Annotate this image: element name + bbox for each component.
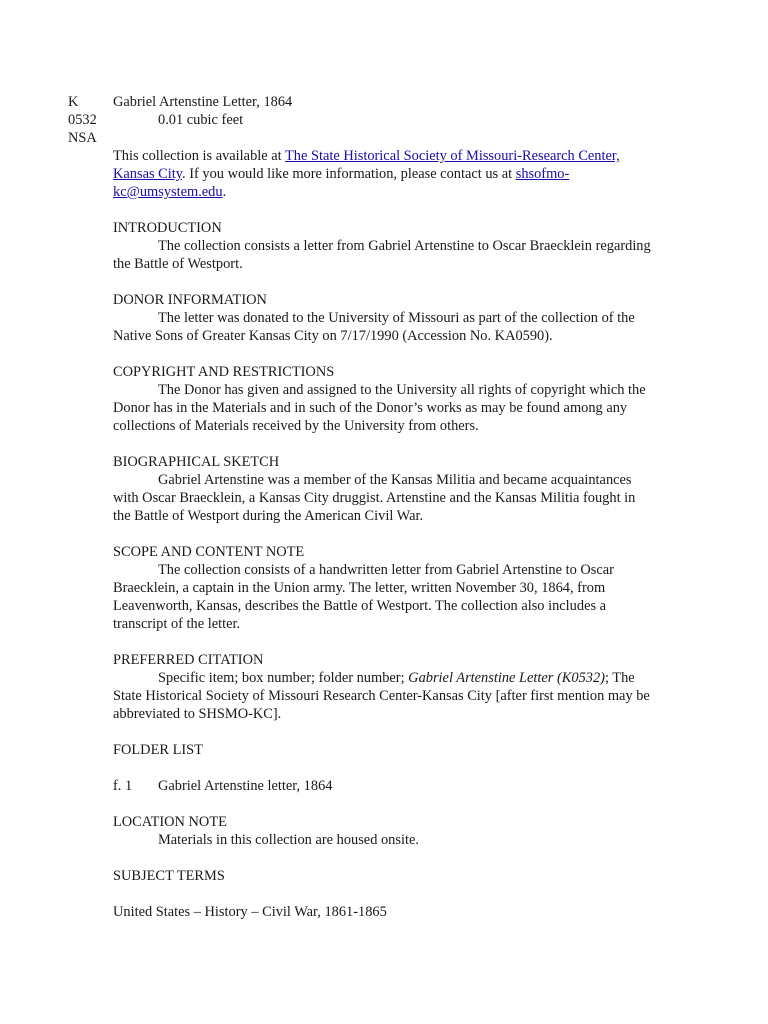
- folder-number: f. 1: [113, 778, 133, 794]
- contact-email-link[interactable]: shsofmo-kc@umsystem.edu: [113, 166, 570, 200]
- section-heading: LOCATION NOTE: [113, 814, 227, 830]
- section-heading: PREFERRED CITATION: [113, 652, 264, 668]
- call-number: [68, 93, 108, 147]
- section-heading: SCOPE AND CONTENT NOTE: [113, 544, 305, 560]
- availability-text: This collection is available at: [113, 148, 285, 164]
- call-number-line: 0532: [68, 112, 97, 128]
- section-heading: FOLDER LIST: [113, 742, 203, 758]
- citation-tail: ; The State Historical Society of Missouri Research Center-Kansas City [after first mention may be abbreviated to SHSMO-KC].: [113, 670, 650, 722]
- folder-row: [113, 777, 653, 795]
- call-number-line: NSA: [68, 130, 97, 146]
- section-body: The collection consists of a handwritten letter from Gabriel Artenstine to Oscar Braecklein, a captain in the Union army. The letter, written November 30, 1864, from Leavenworth, Kansas, describes the Battle of Westport. The collection also includes a transcript of the letter.: [113, 562, 614, 632]
- availability-paragraph: [113, 147, 653, 201]
- section-body: The letter was donated to the University of Missouri as part of the collection of the Native Sons of Greater Kansas City on 7/17/1990 (Accession No. KA0590).: [113, 310, 635, 344]
- section-heading: BIOGRAPHICAL SKETCH: [113, 454, 280, 470]
- collection-title: Gabriel Artenstine Letter, 1864: [113, 94, 293, 110]
- subject-term: United States – History – Civil War, 1861-1865: [113, 904, 387, 920]
- availability-text: . If you would like more information, please contact us at: [182, 166, 516, 182]
- shsmo-kc-link[interactable]: The State Historical Society of Missouri-Research Center, Kansas City: [113, 148, 620, 182]
- section-body: Gabriel Artenstine was a member of the Kansas Militia and became acquaintances with Oscar Braecklein, a Kansas City druggist. Artenstine and the Kansas Militia fought in the Battle of Westport during the American Civil War.: [113, 472, 636, 524]
- section-body: The Donor has given and assigned to the University all rights of copyright which the Donor has in the Materials and in such of the Donor’s works as may be found among any collections of Materials received by the University from others.: [113, 382, 646, 434]
- copyright-section: [113, 363, 653, 435]
- introduction-section: [113, 219, 653, 273]
- citation-title: Gabriel Artenstine Letter (K0532): [408, 670, 605, 686]
- biography-section: [113, 453, 653, 525]
- call-number-line: K: [68, 94, 79, 110]
- scope-section: [113, 543, 653, 633]
- citation-section: [113, 651, 653, 723]
- citation-lead: Specific item; box number; folder number;: [158, 670, 409, 686]
- collection-size: 0.01 cubic feet: [158, 112, 244, 128]
- subjects-section: [113, 867, 653, 921]
- section-heading: DONOR INFORMATION: [113, 292, 267, 308]
- availability-text: .: [222, 184, 227, 200]
- section-body: The collection consists a letter from Gabriel Artenstine to Oscar Braecklein regarding the Battle of Westport.: [113, 238, 651, 272]
- section-heading: COPYRIGHT AND RESTRICTIONS: [113, 364, 335, 380]
- section-heading: INTRODUCTION: [113, 220, 222, 236]
- citation-body: [113, 669, 653, 723]
- folder-description: Gabriel Artenstine letter, 1864: [158, 778, 333, 794]
- donor-section: [113, 291, 653, 345]
- section-heading: SUBJECT TERMS: [113, 868, 225, 884]
- location-section: [113, 813, 653, 849]
- document-body: [113, 147, 653, 921]
- section-body: Materials in this collection are housed onsite.: [158, 832, 419, 848]
- folder-list-section: [113, 741, 653, 795]
